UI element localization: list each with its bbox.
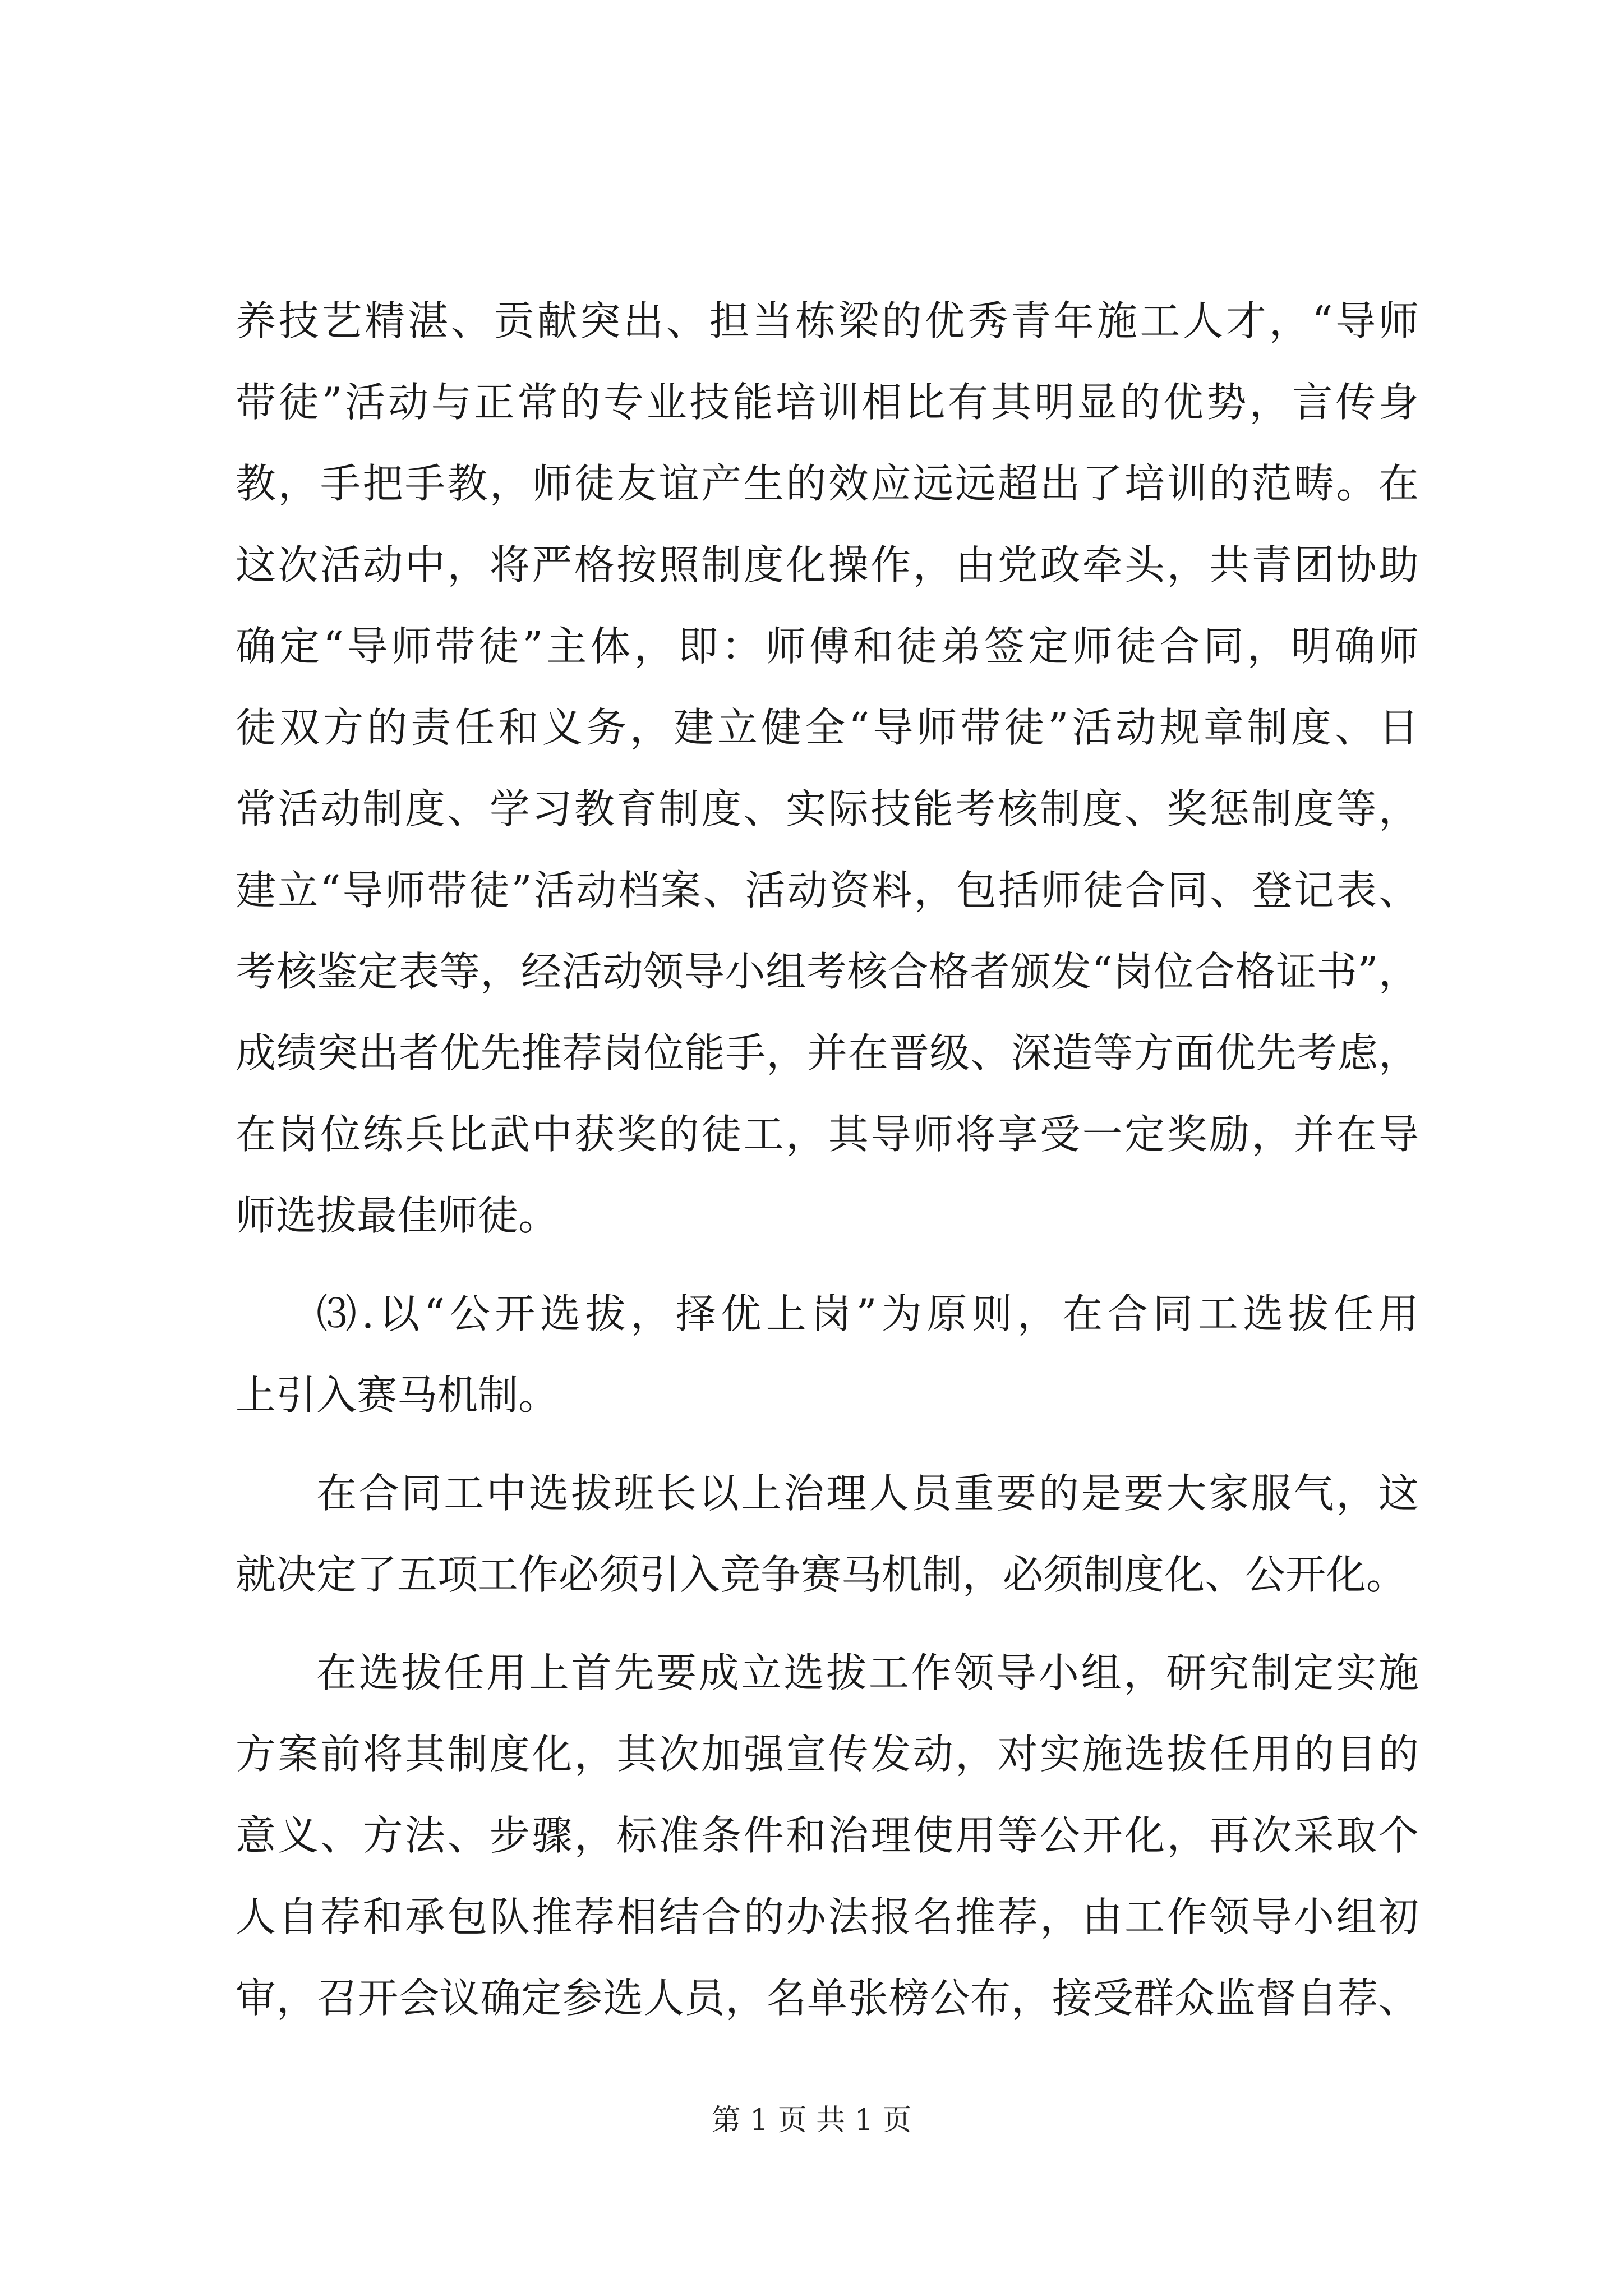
text-line: 就决定了五项工作必须引入竞争赛马机制，必须制度化、公开化。 (236, 1551, 1407, 1598)
document-body (236, 280, 1419, 2039)
text-line: 教，手把手教，师徒友谊产生的效应远远超出了培训的范畴。在 (236, 460, 1419, 507)
page-number-label: 第 1 页 共 1 页 (711, 2104, 912, 2137)
text-line: 徒双方的责任和义务，建立健全“导师带徒”活动规章制度、日 (236, 704, 1419, 751)
text-line: 在合同工中选拔班长以上治理人员重要的是要大家服气，这 (316, 1470, 1419, 1517)
text-line: 确定“导师带徒”主体，即：师傅和徒弟签定师徒合同，明确师 (236, 623, 1419, 670)
text-line: 上引入赛马机制。 (236, 1372, 559, 1419)
page-footer (0, 2104, 1623, 2137)
text-line: 方案前将其制度化，其次加强宣传发动，对实施选拔任用的目的 (236, 1731, 1419, 1778)
text-line: 建立“导师带徒”活动档案、活动资料，包括师徒合同、登记表、 (236, 867, 1419, 914)
text-line: 考核鉴定表等，经活动领导小组考核合格者颁发“岗位合格证书”， (236, 948, 1419, 995)
text-line: 带徒”活动与正常的专业技能培训相比有其明显的优势，言传身 (236, 379, 1419, 426)
paragraph (236, 1273, 1419, 1436)
text-line: 在岗位练兵比武中获奖的徒工，其导师将享受一定奖励，并在导 (236, 1111, 1419, 1158)
paragraph (236, 280, 1419, 1257)
paragraph (236, 1453, 1419, 1616)
text-line: 成绩突出者优先推荐岗位能手，并在晋级、深造等方面优先考虑， (236, 1029, 1419, 1076)
text-line: ⑶.以“公开选拔，择优上岗”为原则，在合同工选拔任用 (316, 1290, 1419, 1337)
text-line: 师选拔最佳师徒。 (236, 1192, 559, 1239)
text-line: 常活动制度、学习教育制度、实际技能考核制度、奖惩制度等， (236, 785, 1419, 832)
paragraph (236, 1632, 1419, 2039)
text-line: 这次活动中，将严格按照制度化操作，由党政牵头，共青团协助 (236, 541, 1419, 588)
text-line: 在选拔任用上首先要成立选拔工作领导小组，研究制定实施 (316, 1649, 1419, 1696)
text-line: 人自荐和承包队推荐相结合的办法报名推荐，由工作领导小组初 (236, 1893, 1419, 1940)
text-line: 审，召开会议确定参选人员，名单张榜公布，接受群众监督自荐、 (236, 1975, 1419, 2022)
text-line: 养技艺精湛、贡献突出、担当栋梁的优秀青年施工人才，“导师 (236, 297, 1419, 344)
text-line: 意义、方法、步骤，标准条件和治理使用等公开化，再次采取个 (236, 1812, 1419, 1859)
